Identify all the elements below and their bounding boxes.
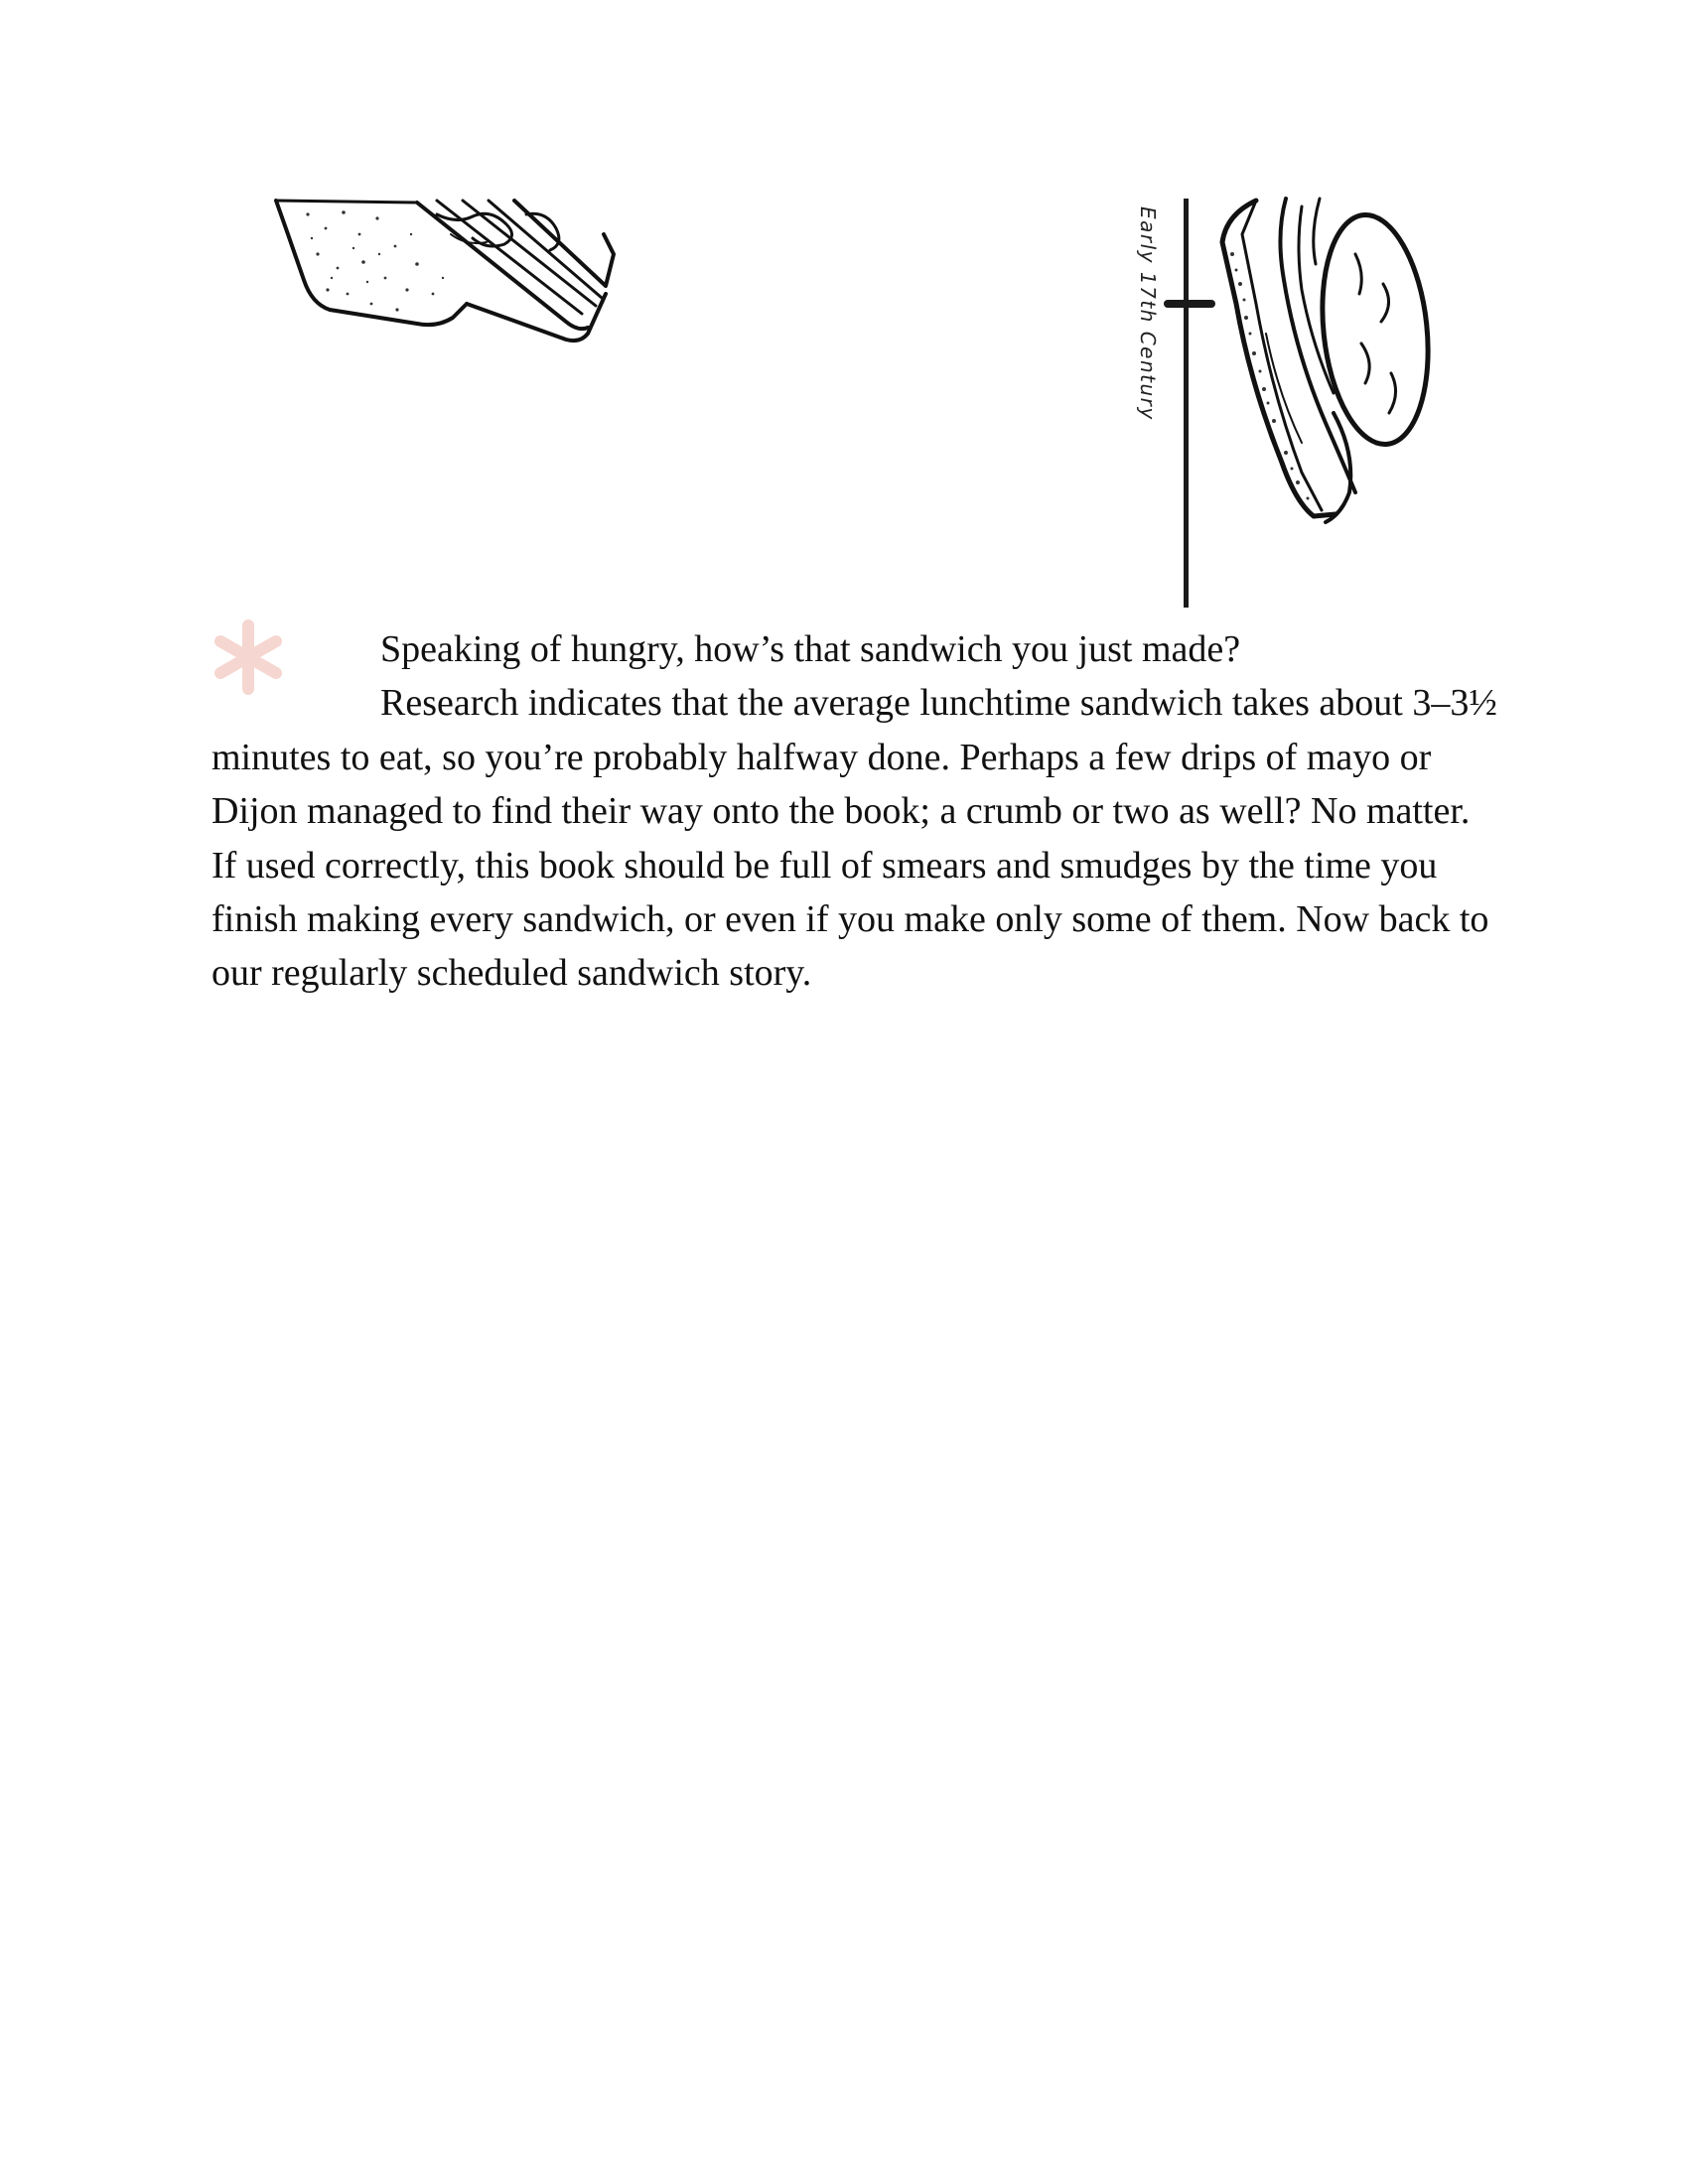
sandwich-illustration-right [1206, 195, 1445, 528]
timeline-line [1184, 199, 1189, 608]
body-text [211, 622, 1502, 1001]
sandwich-illustration-left [268, 195, 626, 353]
paragraph-1: Speaking of hungry, how’s that sandwich you just made? [380, 628, 1241, 670]
paragraph-2: Research indicates that the average lunchtime sandwich takes about 3–3½ minutes to eat, so you’re probably halfway done. Perhaps a few drips of mayo or Dijon managed to find their way onto the book; a crumb or two as well? No matter. If used correctly, this book should be full of smears and smudges by the time you finish making every sandwich, or even if you make only some of them. Now back to our regularly scheduled sandwich story. [211, 682, 1497, 995]
timeline-label: Early 17th Century [1136, 206, 1160, 421]
